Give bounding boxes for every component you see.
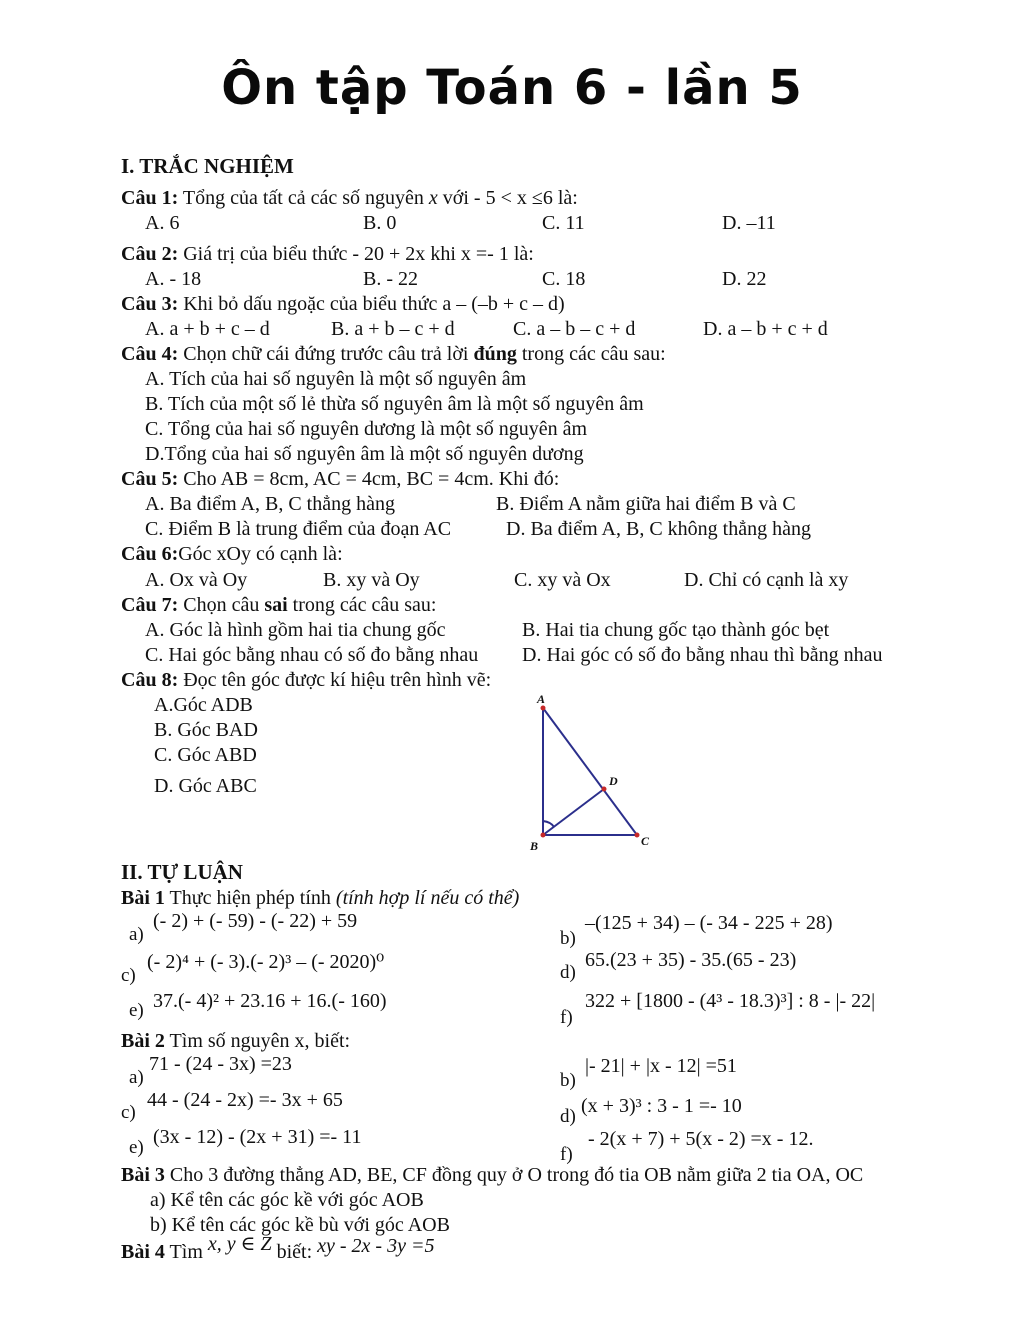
math-condition: x =- 1 (460, 243, 509, 265)
point-a (541, 706, 546, 711)
question-text: với (442, 187, 469, 209)
option-d: D. Chỉ có cạnh là xy (684, 569, 849, 591)
label-b: B (530, 839, 539, 853)
expression-2c: 44 - (24 - 2x) =- 3x + 65 (147, 1089, 343, 1111)
exercise-1 (121, 886, 519, 911)
section-heading-multiple-choice: I. TRẮC NGHIỆM (121, 154, 294, 178)
exercise-text: biết: (276, 1241, 313, 1263)
question-4 (121, 342, 666, 367)
option-a: A. 6 (145, 212, 180, 234)
question-label: Câu 5: (121, 468, 179, 490)
option-d: D. Ba điểm A, B, C không thẳng hàng (506, 518, 811, 540)
exercise-label: Bài 3 (121, 1164, 165, 1186)
question-text: trong các câu sau: (521, 343, 666, 365)
math-condition: x, y ∈ Z (207, 1233, 272, 1255)
question-label: Câu 8: (121, 669, 179, 691)
expression-2f: - 2(x + 7) + 5(x - 2) =x - 12. (588, 1128, 814, 1150)
label-c: C (641, 834, 650, 848)
question-text: Góc xOy có cạnh là: (178, 543, 343, 565)
question-3 (121, 292, 565, 317)
item-tag: f) (560, 1007, 573, 1028)
expression-1c: (- 2)⁴ + (- 3).(- 2)³ – (- 2020)⁰ (147, 951, 385, 973)
item-tag: d) (560, 962, 576, 983)
expression-2a: 71 - (24 - 3x) =23 (149, 1053, 292, 1075)
option-a: A. Góc là hình gồm hai tia chung gốc (145, 619, 446, 641)
question-7 (121, 593, 437, 618)
option-a: A. Tích của hai số nguyên là một số nguyên âm (145, 368, 527, 390)
question-text: Khi bỏ dấu ngoặc của biểu thức a – (–b + c – d) (183, 293, 565, 315)
point-b (541, 833, 546, 838)
expression-1d: 65.(23 + 35) - 35.(65 - 23) (585, 949, 797, 971)
option-c: C. Hai góc bằng nhau có số đo bằng nhau (145, 644, 479, 666)
question-text: trong các câu sau: (292, 594, 437, 616)
question-label: Câu 3: (121, 293, 179, 315)
math-expression: - 20 + 2x (352, 243, 426, 265)
expression-2b: |- 21| + |x - 12| =51 (585, 1055, 737, 1077)
exercise-3-item-b: b) Kể tên các góc kề bù với góc AOB (150, 1214, 450, 1236)
option-b: B. Điểm A nằm giữa hai điểm B và C (496, 493, 796, 515)
question-text: Chọn câu (183, 594, 260, 616)
question-text: Cho AB = 8cm, AC = 4cm, BC = 4cm. Khi đó: (183, 468, 560, 490)
option-b: B. Góc BAD (154, 719, 258, 741)
option-b: B. - 22 (363, 268, 418, 290)
question-text: Giá trị của biểu thức (183, 243, 348, 265)
item-tag: d) (560, 1106, 576, 1127)
emphasis-text: sai (264, 594, 288, 616)
triangle-figure (520, 690, 660, 860)
item-tag: a) (129, 924, 144, 945)
math-condition: - 5 < x ≤6 (473, 187, 553, 209)
item-tag: e) (129, 1137, 144, 1158)
question-8 (121, 668, 491, 693)
section-heading-essay: II. TỰ LUẬN (121, 860, 243, 884)
exercise-4 (121, 1233, 435, 1265)
exercise-label: Bài 2 (121, 1030, 165, 1052)
option-c: C. 11 (542, 212, 585, 234)
math-expression: xy - 2x - 3y =5 (317, 1235, 435, 1257)
expression-1b: –(125 + 34) – (- 34 - 225 + 28) (585, 912, 833, 934)
exercise-note: (tính hợp lí nếu có thể) (335, 887, 520, 909)
exercise-3-item-a: a) Kể tên các góc kề với góc AOB (150, 1189, 424, 1211)
option-b: B. Hai tia chung gốc tạo thành góc bẹt (522, 619, 830, 641)
option-b: B. xy và Oy (323, 569, 420, 591)
expression-1f: 322 + [1800 - (4³ - 18.3)³] : 8 - |- 22| (585, 990, 876, 1012)
item-tag: c) (121, 965, 136, 986)
expression-2d: (x + 3)³ : 3 - 1 =- 10 (581, 1095, 742, 1117)
option-a: A. - 18 (145, 268, 202, 290)
question-1 (121, 186, 578, 211)
item-tag: a) (129, 1067, 144, 1088)
exercise-2 (121, 1029, 350, 1054)
segment-bd (543, 789, 604, 835)
option-d: D. a – b + c + d (703, 318, 828, 340)
exercise-text: Tìm số nguyên x, biết: (169, 1030, 351, 1052)
item-tag: e) (129, 1000, 144, 1021)
item-tag: c) (121, 1102, 136, 1123)
exercise-text: Cho 3 đường thẳng AD, BE, CF đồng quy ở O trong đó tia OB nằm giữa 2 tia OA, OC (169, 1164, 864, 1186)
exercise-text: Tìm (169, 1241, 203, 1263)
expression-1e: 37.(- 4)² + 23.16 + 16.(- 160) (153, 990, 387, 1012)
item-tag: f) (560, 1144, 573, 1165)
option-a: A. a + b + c – d (145, 318, 270, 340)
option-b: B. Tích của một số lẻ thừa số nguyên âm là một số nguyên âm (145, 393, 644, 415)
point-d (602, 787, 607, 792)
option-c: C. Góc ABD (154, 744, 257, 766)
option-a: A.Góc ADB (154, 694, 253, 716)
question-text: là: (557, 187, 578, 209)
emphasis-text: đúng (473, 343, 517, 365)
question-5 (121, 467, 559, 492)
item-tag: b) (560, 928, 576, 949)
option-d: D.Tổng của hai số nguyên âm là một số nguyên dương (145, 443, 584, 465)
label-d: D (609, 774, 618, 788)
item-tag: b) (560, 1070, 576, 1091)
question-text: Chọn chữ cái đứng trước câu trả lời (183, 343, 469, 365)
question-label: Câu 1: (121, 187, 179, 209)
exercise-label: Bài 1 (121, 887, 165, 909)
option-d: D. –11 (722, 212, 776, 234)
option-c: C. Điểm B là trung điểm của đoạn AC (145, 518, 452, 540)
page-title: Ôn tập Toán 6 - lần 5 (221, 60, 803, 116)
expression-1a: (- 2) + (- 59) - (- 22) + 59 (153, 910, 358, 932)
exercise-text: Thực hiện phép tính (169, 887, 331, 909)
expression-2e: (3x - 12) - (2x + 31) =- 11 (153, 1126, 362, 1148)
question-text: là: (513, 243, 534, 265)
exercise-label: Bài 4 (121, 1241, 165, 1263)
option-b: B. a + b – c + d (331, 318, 455, 340)
question-2 (121, 242, 534, 267)
question-label: Câu 2: (121, 243, 179, 265)
option-a: A. Ox và Oy (145, 569, 248, 591)
option-d: D. Hai góc có số đo bằng nhau thì bằng nhau (522, 644, 883, 666)
option-d: D. 22 (722, 268, 767, 290)
question-label: Câu 4: (121, 343, 179, 365)
label-a: A (537, 692, 546, 706)
math-variable: x (428, 187, 438, 209)
angle-mark (543, 821, 554, 827)
question-text: Tổng của tất cả các số nguyên (182, 187, 424, 209)
option-d: D. Góc ABC (154, 775, 257, 797)
question-label: Câu 6: (121, 543, 179, 565)
option-c: C. a – b – c + d (513, 318, 636, 340)
question-text: Đọc tên góc được kí hiệu trên hình vẽ: (183, 669, 492, 691)
option-c: C. 18 (542, 268, 586, 290)
exercise-3 (121, 1163, 863, 1188)
option-b: B. 0 (363, 212, 397, 234)
question-text: khi (430, 243, 456, 265)
option-c: C. Tổng của hai số nguyên dương là một số nguyên âm (145, 418, 588, 440)
point-c (635, 833, 640, 838)
question-label: Câu 7: (121, 594, 179, 616)
segment-ac (543, 708, 637, 835)
option-a: A. Ba điểm A, B, C thẳng hàng (145, 493, 395, 515)
option-c: C. xy và Ox (514, 569, 611, 591)
question-6 (121, 542, 343, 567)
